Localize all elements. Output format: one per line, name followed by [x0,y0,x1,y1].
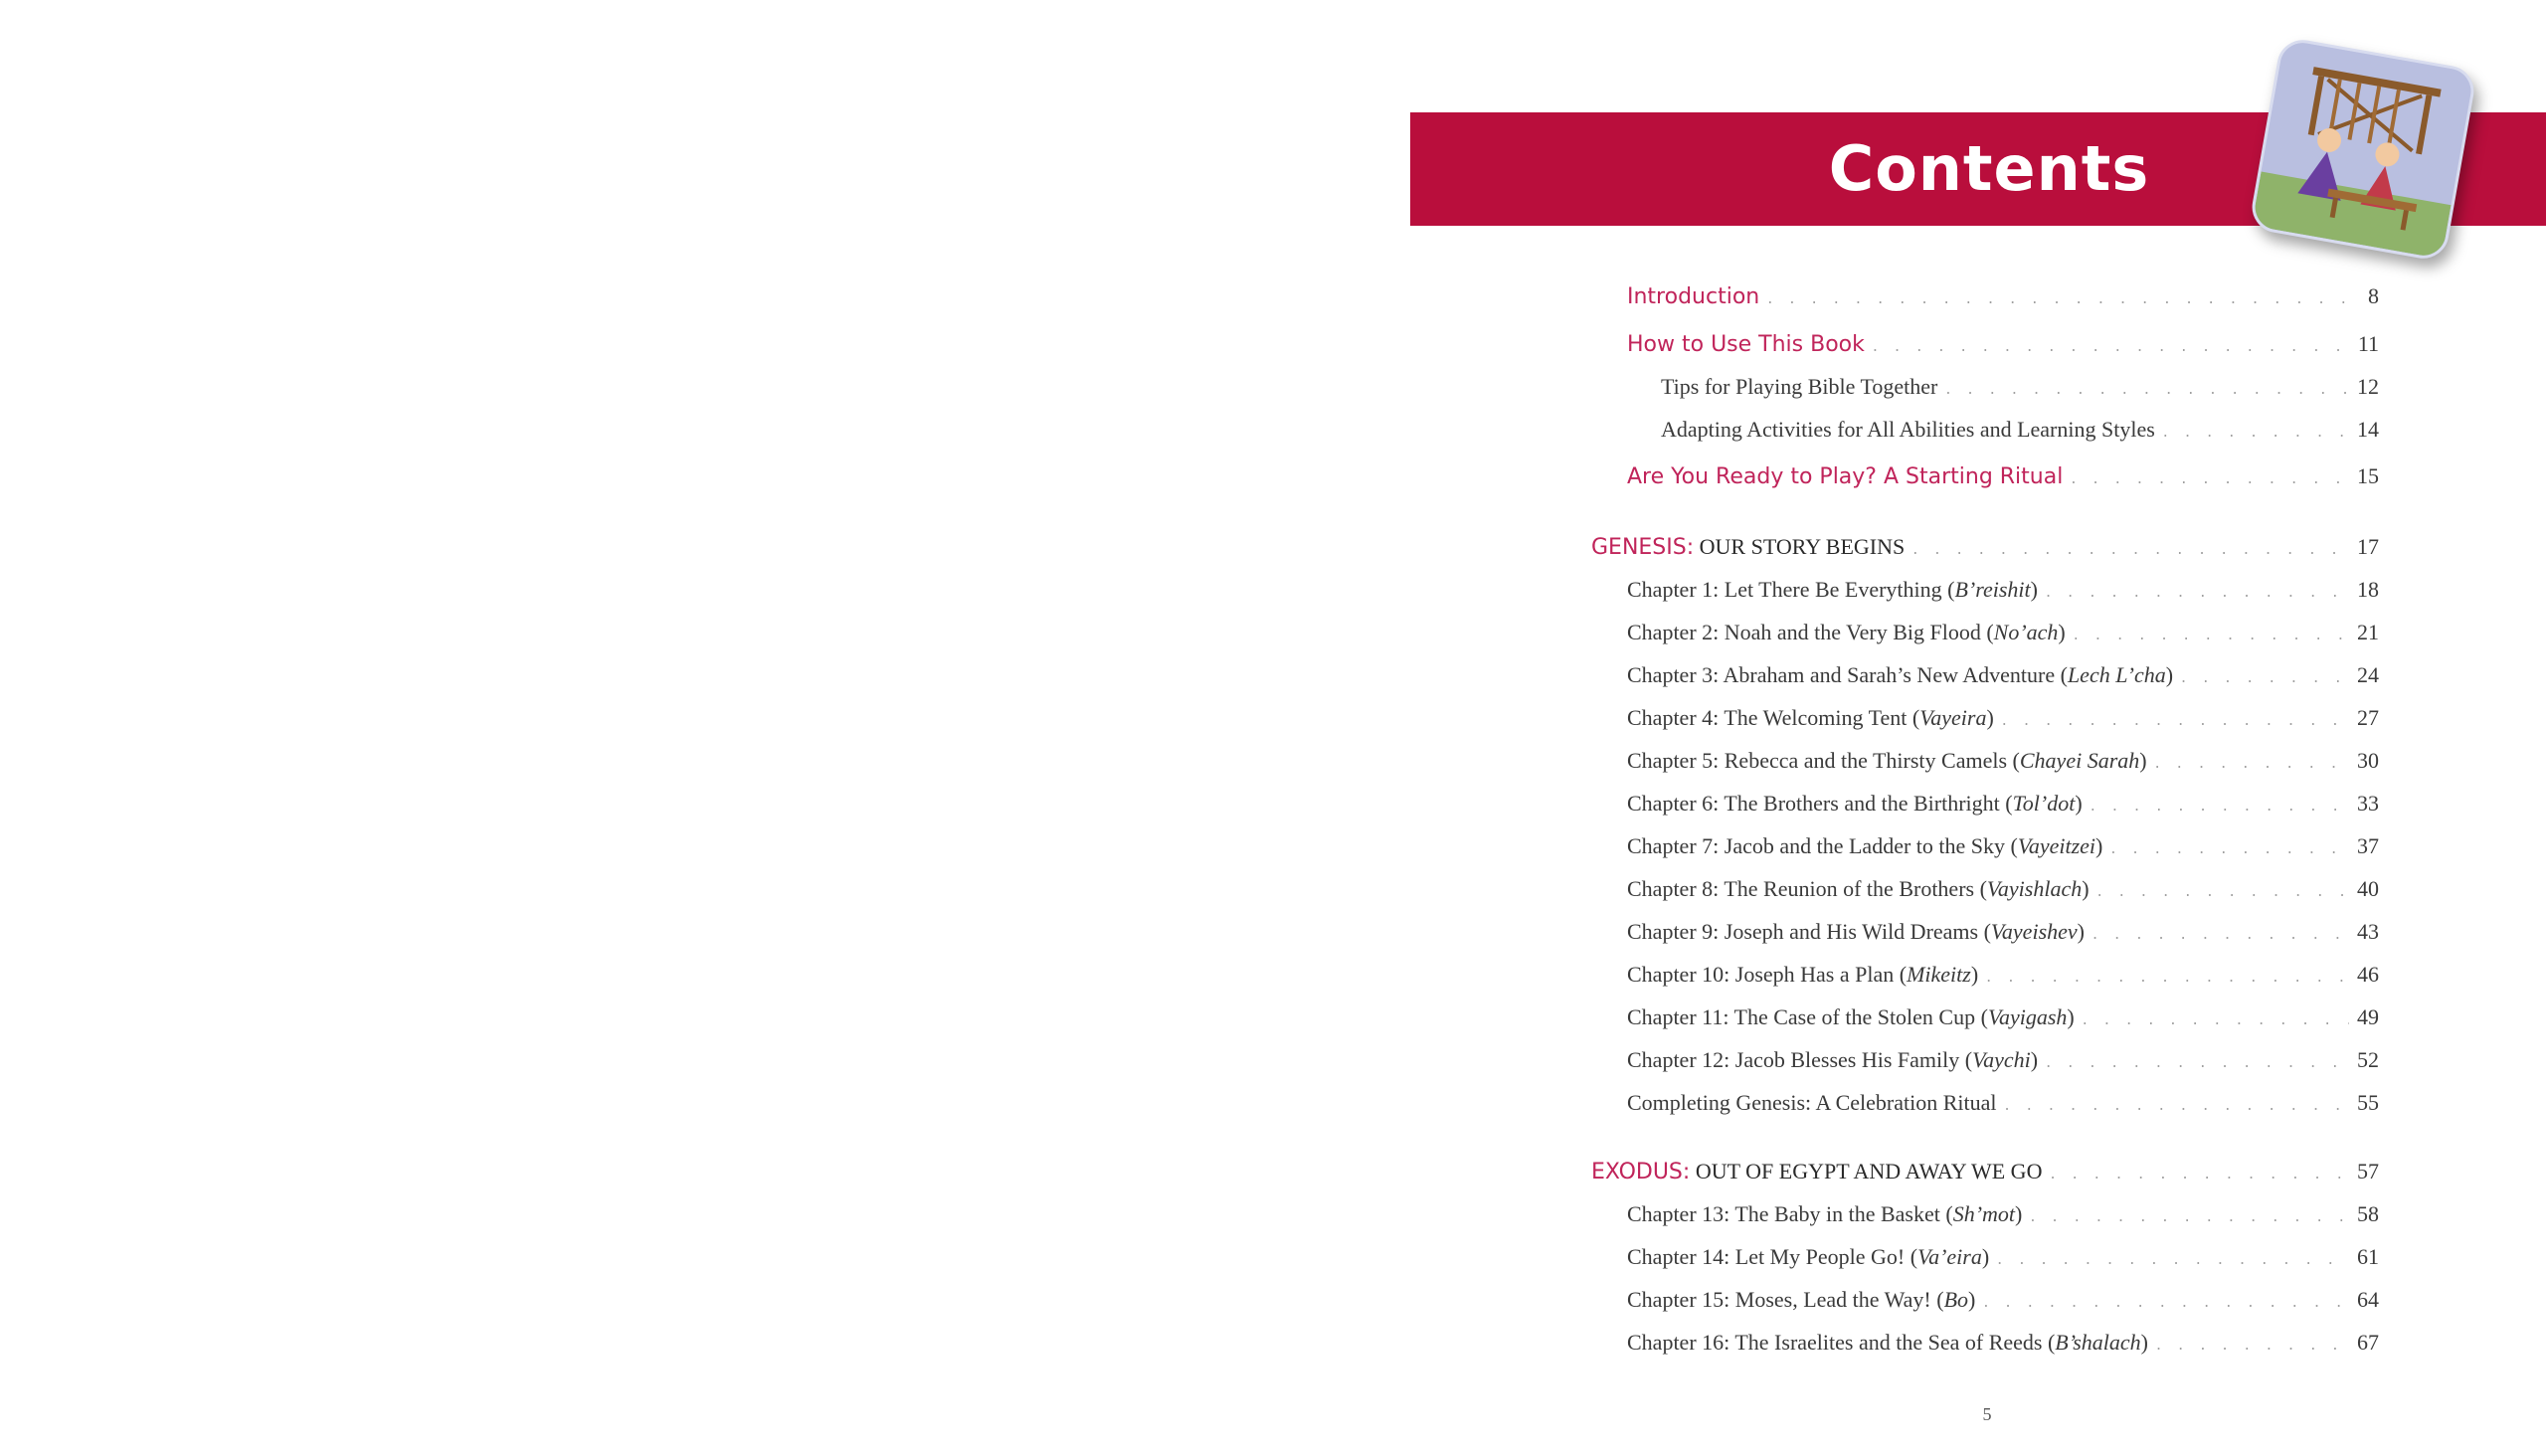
toc-chapter-entry[interactable] [1627,705,2379,732]
closing-paren: ) [1968,1287,1976,1312]
toc-page-number: 15 [2357,463,2379,488]
toc-entry-label [1627,1244,1989,1270]
chapter-title: Chapter 14: Let My People Go! ( [1627,1244,1918,1269]
closing-paren: ) [2139,748,2147,773]
dot-leader [1767,286,2360,310]
toc-entry-label: How to Use This Book [1627,332,1865,357]
section-keyword: GENESIS: [1591,535,1695,560]
toc-entry-label [1627,620,2066,645]
toc-entry-label: Adapting Activities for All Abilities and Learning Styles [1661,417,2155,442]
toc-entry-label [1627,662,2173,688]
toc-page-number: 40 [2357,876,2379,901]
section-heading [1591,534,1905,560]
toc-entry-label [1627,1090,1997,1116]
parashah-name: No’ach [1993,620,2059,644]
toc-page-number: 46 [2357,962,2379,987]
toc-chapter-entry[interactable] [1627,748,2379,775]
toc-page-number: 37 [2357,833,2379,858]
dot-leader [2110,836,2349,860]
chapter-title: Chapter 6: The Brothers and the Birthright ( [1627,791,2013,816]
dot-leader [2091,794,2349,818]
closing-paren: ) [2095,833,2103,858]
toc-entry-label [1627,705,1994,731]
toc-entry-label [1627,748,2147,774]
chapter-title: Chapter 1: Let There Be Everything ( [1627,577,1955,602]
toc-chapter-entry[interactable] [1627,1004,2379,1031]
dot-leader [2097,879,2349,903]
parashah-name: Bo [1943,1287,1969,1312]
chapter-title: Chapter 13: The Baby in the Basket ( [1627,1201,1953,1226]
toc-chapter-entry[interactable] [1627,962,2379,989]
chapter-title: Chapter 16: The Israelites and the Sea of Reeds ( [1627,1330,2056,1355]
toc-entry-label: Introduction [1627,284,1760,309]
toc-page-number: 57 [2357,1159,2379,1183]
parashah-name: Chayei Sarah [2019,748,2140,773]
toc-entry-introduction[interactable] [1627,283,2379,310]
toc-chapter-entry[interactable] [1627,1244,2379,1271]
toc-chapter-entry[interactable] [1627,833,2379,860]
dot-leader [1997,1247,2349,1271]
toc-section-exodus[interactable] [1591,1159,2379,1185]
toc-page-number: 17 [2357,534,2379,559]
toc-entry-label [1627,876,2090,902]
closing-paren: ) [2015,1201,2023,1226]
toc-entry-how-to-use[interactable] [1627,331,2379,358]
parashah-name: Sh’mot [1952,1201,2016,1226]
closing-paren: ) [2075,791,2083,816]
toc-entry-adapting[interactable] [1661,417,2379,444]
parashah-name: Vayigash [1987,1004,2068,1029]
chapter-title: Chapter 4: The Welcoming Tent ( [1627,705,1920,730]
chapter-title: Chapter 2: Noah and the Very Big Flood ( [1627,620,1994,644]
parashah-name: Vayeishev [1990,919,2078,944]
chapter-title: Chapter 10: Joseph Has a Plan ( [1627,962,1908,987]
closing-paren: ) [2077,919,2085,944]
toc-chapter-entry[interactable] [1627,1047,2379,1074]
toc-chapter-entry[interactable] [1627,1201,2379,1228]
dot-leader [2005,1093,2349,1117]
toc-entry-tips[interactable] [1661,374,2379,401]
toc-page-number: 12 [2357,374,2379,399]
toc-entry-label [1627,962,1978,988]
toc-entry-label [1627,577,2038,603]
dot-leader [2181,665,2349,689]
chapter-title: Chapter 5: Rebecca and the Thirsty Camels ( [1627,748,2020,773]
toc-entry-label [1627,1287,1975,1313]
section-title: OUT OF EGYPT AND AWAY WE GO [1695,1159,2043,1183]
parashah-name: B’shalach [2055,1330,2141,1355]
dot-leader [1945,377,2349,401]
toc-page-number: 27 [2357,705,2379,730]
toc-entry-label [1627,919,2085,945]
chapter-title: Chapter 7: Jacob and the Ladder to the Sky ( [1627,833,2018,858]
toc-entry-label [1627,791,2083,817]
section-title: OUR STORY BEGINS [1699,534,1906,559]
closing-paren: ) [2140,1330,2148,1355]
parashah-name: B’reishit [1954,577,2031,602]
toc-page-number: 49 [2357,1004,2379,1029]
illustration-art [2252,40,2474,260]
toc-page-number: 43 [2357,919,2379,944]
closing-paren: ) [2082,876,2090,901]
toc-entry-label: Are You Ready to Play? A Starting Ritual [1627,464,2064,489]
closing-paren: ) [2067,1004,2075,1029]
toc-chapter-entry[interactable] [1627,876,2379,903]
toc-section-genesis[interactable] [1591,534,2379,561]
dot-leader [2156,1333,2349,1357]
dot-leader [2163,420,2349,444]
toc-chapter-entry[interactable] [1627,791,2379,818]
toc-entry-label [1627,833,2102,859]
parashah-name: Vayeitzei [2017,833,2096,858]
parashah-name: Va’eira [1917,1244,1982,1269]
toc-page-number: 55 [2357,1090,2379,1115]
dot-leader [2050,1162,2349,1185]
toc-entry-label [1627,1047,2038,1073]
dot-leader [2092,922,2349,946]
toc-page-number: 52 [2357,1047,2379,1072]
toc-chapter-entry[interactable] [1627,919,2379,946]
chapter-title: Chapter 8: The Reunion of the Brothers ( [1627,876,1987,901]
parashah-name: Vayeira [1919,705,1987,730]
toc-chapter-entry[interactable] [1627,620,2379,646]
dot-leader [2002,708,2349,732]
chapter-title: Chapter 3: Abraham and Sarah’s New Adventure ( [1627,662,2068,687]
closing-paren: ) [2030,577,2038,602]
toc-page-number: 24 [2357,662,2379,687]
illustration-image [2249,36,2478,263]
dot-leader [2155,751,2349,775]
closing-paren: ) [1970,962,1979,987]
toc-entry-starting-ritual[interactable] [1627,463,2379,490]
closing-paren: ) [1986,705,1994,730]
dot-leader [2083,1007,2349,1031]
dot-leader [2046,580,2349,604]
toc-entry-label: Tips for Playing Bible Together [1661,374,1938,399]
toc-chapter-entry[interactable] [1627,1330,2379,1357]
page-number-folio: 5 [1982,1404,1992,1424]
dot-leader [1983,1290,2349,1314]
dot-leader [2071,466,2349,490]
chapter-title: Chapter 9: Joseph and His Wild Dreams ( [1627,919,1991,944]
parashah-name: Tol’dot [2012,791,2076,816]
toc-entry-label [1627,1201,2022,1227]
dot-leader [2074,623,2349,646]
toc-chapter-entry[interactable] [1627,1090,2379,1117]
parashah-name: Vaychi [1972,1047,2031,1072]
toc-page-number: 58 [2357,1201,2379,1226]
toc-page-number: 33 [2357,791,2379,816]
toc-page-number: 11 [2357,331,2379,356]
toc-page-number: 64 [2357,1287,2379,1312]
toc-page-number: 30 [2357,748,2379,773]
toc-page-number: 61 [2357,1244,2379,1269]
section-heading [1591,1159,2042,1184]
toc-entry-label [1627,1330,2148,1356]
parashah-name: Mikeitz [1907,962,1971,987]
chapter-title: Chapter 15: Moses, Lead the Way! ( [1627,1287,1944,1312]
toc-page-number: 21 [2357,620,2379,644]
toc-page-number: 67 [2357,1330,2379,1355]
dot-leader [1912,537,2349,561]
toc-page-number: 14 [2357,417,2379,442]
chapter-title: Chapter 11: The Case of the Stolen Cup ( [1627,1004,1988,1029]
section-keyword: EXODUS: [1591,1160,1691,1184]
parashah-name: Vayishlach [1986,876,2083,901]
toc-page-number: 18 [2357,577,2379,602]
toc-page-number: 8 [2368,283,2379,308]
closing-paren: ) [2058,620,2066,644]
dot-leader [2046,1050,2349,1074]
page-title: Contents [1828,132,2150,205]
chapter-title: Chapter 12: Jacob Blesses His Family ( [1627,1047,1973,1072]
parashah-name: Lech L’cha [2067,662,2166,687]
closing-paren: ) [2030,1047,2039,1072]
toc-entry-label [1627,1004,2075,1030]
dot-leader [1873,334,2350,358]
dot-leader [1986,965,2349,989]
chapter-title: Completing Genesis: A Celebration Ritual [1627,1090,1997,1115]
dot-leader [2030,1204,2349,1228]
toc-chapter-entry[interactable] [1627,662,2379,689]
closing-paren: ) [2165,662,2174,687]
toc-chapter-entry[interactable] [1627,1287,2379,1314]
closing-paren: ) [1981,1244,1990,1269]
toc-chapter-entry[interactable] [1627,577,2379,604]
